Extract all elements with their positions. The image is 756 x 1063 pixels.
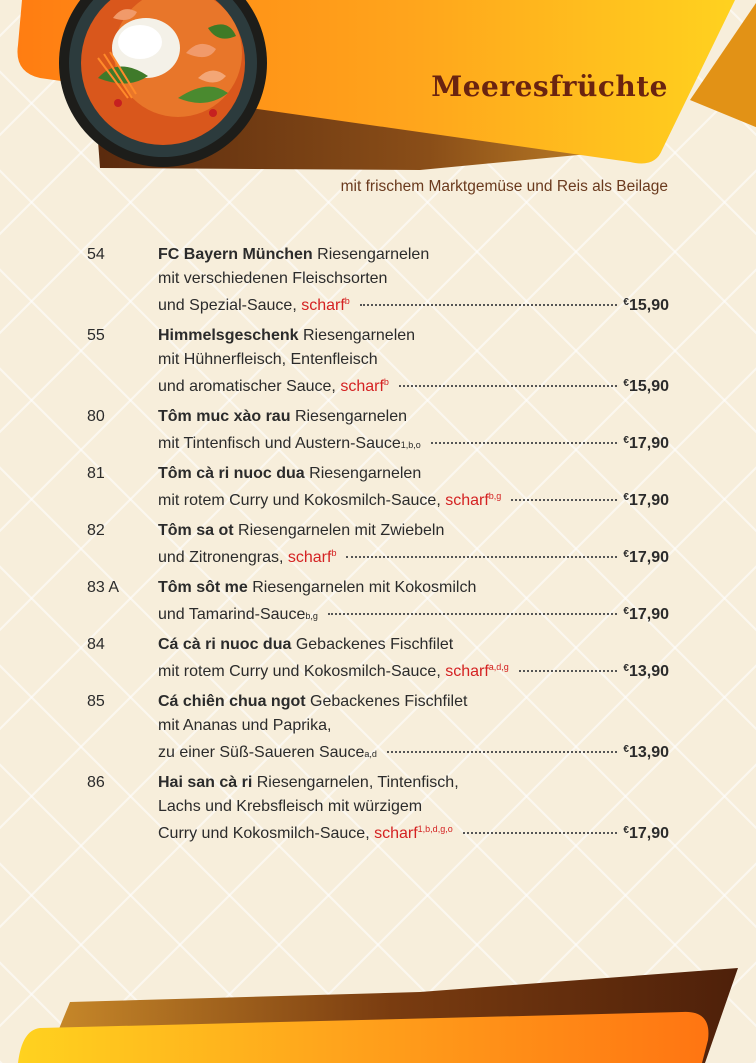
dot-leader — [399, 385, 617, 387]
item-number: 80 — [87, 408, 105, 425]
currency-symbol: € — [623, 435, 629, 446]
item-description-line: mit Hühnerfleisch, Entenfleisch — [158, 351, 378, 368]
item-description-last: und Zitronengras, — [158, 549, 284, 566]
item-title-line — [158, 324, 669, 348]
item-number: 86 — [87, 774, 105, 791]
dot-leader — [511, 499, 617, 501]
item-title-line — [158, 519, 669, 543]
page-title: Meeresfrüchte — [431, 70, 668, 103]
spicy-label: scharf$^b$ — [340, 377, 389, 395]
footer-banner — [0, 960, 756, 1063]
item-number: 83 A — [87, 579, 120, 596]
menu-item — [87, 405, 669, 456]
currency-symbol: € — [623, 549, 629, 560]
item-price-line — [158, 819, 669, 846]
menu-list — [87, 243, 669, 852]
currency-symbol: € — [623, 492, 629, 503]
page-subtitle: mit frischem Marktgemüse und Reis als Beilage — [340, 178, 668, 195]
item-price-line: zu einer Süß-Saueren Sauce a,d €13,90 — [158, 738, 669, 765]
item-description-last: und Tamarind-Sauce — [158, 606, 306, 623]
dot-leader — [328, 613, 618, 615]
item-title-line — [158, 462, 669, 486]
item-price: €13,90 — [623, 663, 669, 680]
item-title-line — [158, 243, 669, 267]
menu-item — [87, 324, 669, 399]
item-name: FC Bayern München — [158, 246, 313, 263]
item-price: €15,90 — [623, 297, 669, 314]
currency-symbol: € — [623, 825, 629, 836]
item-number: 55 — [87, 327, 105, 344]
menu-item — [87, 576, 669, 627]
menu-item — [87, 771, 669, 846]
currency-symbol: € — [623, 606, 629, 617]
item-description: Riesengarnelen mit Kokosmilch — [252, 579, 477, 596]
spicy-label: scharf$^{b,g}$ — [445, 491, 502, 509]
item-body — [158, 462, 669, 513]
item-title-line — [158, 690, 669, 714]
item-title-line — [158, 576, 669, 600]
currency-symbol: € — [623, 744, 629, 755]
item-price: €17,90 — [623, 606, 669, 623]
item-description: Gebackenes Fischfilet — [295, 636, 454, 653]
spicy-label: scharf$^{1,b,d,g,o}$ — [374, 824, 453, 842]
spicy-label: scharf$^b$ — [301, 296, 350, 314]
item-price: €13,90 — [623, 744, 669, 761]
item-description-last: und aromatischer Sauce, — [158, 378, 336, 395]
item-body — [158, 690, 669, 765]
item-name: Hai san cà ri — [158, 774, 253, 791]
item-body — [158, 576, 669, 627]
item-description: Riesengarnelen, Tintenfisch, — [256, 774, 459, 791]
item-description-line: mit verschiedenen Fleischsorten — [158, 270, 388, 287]
allergen-codes: 1,b,d,g,o — [417, 824, 453, 834]
item-body — [158, 405, 669, 456]
item-price-line — [158, 372, 669, 399]
item-description-last: mit Tintenfisch und Austern-Sauce — [158, 435, 401, 452]
item-price-line: und Tamarind-Sauce b,g €17,90 — [158, 600, 669, 627]
currency-symbol: € — [623, 663, 629, 674]
item-number: 54 — [87, 246, 105, 263]
allergen-codes: b — [344, 296, 350, 306]
item-name: Cá cà ri nuoc dua — [158, 636, 292, 653]
currency-symbol: € — [623, 378, 629, 389]
item-description-last: Curry und Kokosmilch-Sauce, — [158, 825, 370, 842]
item-description-last: mit rotem Curry und Kokosmilch-Sauce, — [158, 663, 441, 680]
item-description-line: mit Ananas und Paprika, — [158, 717, 332, 734]
item-number: 81 — [87, 465, 105, 482]
item-price: €17,90 — [623, 435, 669, 452]
item-description: Riesengarnelen — [302, 327, 416, 344]
currency-symbol: € — [623, 297, 629, 308]
item-description: Riesengarnelen — [309, 465, 422, 482]
item-name: Tôm sa ot — [158, 522, 234, 539]
dot-leader — [463, 832, 618, 834]
item-body — [158, 519, 669, 570]
item-price-line — [158, 486, 669, 513]
item-price-line — [158, 657, 669, 684]
item-number: 84 — [87, 636, 105, 653]
item-title-line — [158, 771, 669, 795]
item-price: €17,90 — [623, 549, 669, 566]
spicy-label: scharf$^b$ — [287, 548, 337, 566]
item-price: €17,90 — [623, 825, 669, 842]
allergen-codes: b,g — [488, 491, 502, 501]
allergen-codes: b — [383, 377, 389, 387]
item-name: Himmelsgeschenk — [158, 327, 299, 344]
item-description-last: mit rotem Curry und Kokosmilch-Sauce, — [158, 492, 441, 509]
item-body — [158, 243, 669, 318]
item-description: Riesengarnelen mit Zwiebeln — [238, 522, 445, 539]
dish-photo — [58, 0, 268, 168]
item-description: Riesengarnelen — [294, 408, 408, 425]
menu-item — [87, 462, 669, 513]
item-description-last: zu einer Süß-Saueren Sauce — [158, 744, 365, 761]
item-description-line: Lachs und Krebsfleisch mit würzigem — [158, 798, 423, 815]
dot-leader — [431, 442, 618, 444]
dot-leader — [360, 304, 618, 306]
item-price: €15,90 — [623, 378, 669, 395]
item-name: Cá chiên chua ngot — [158, 693, 306, 710]
allergen-codes: a,d,g — [488, 662, 509, 672]
item-number: 85 — [87, 693, 105, 710]
item-description: Riesengarnelen — [317, 246, 430, 263]
item-number: 82 — [87, 522, 105, 539]
item-name: Tôm sôt me — [158, 579, 248, 596]
item-title-line — [158, 405, 669, 429]
item-body — [158, 324, 669, 399]
item-price-line — [158, 543, 669, 570]
item-price: €17,90 — [623, 492, 669, 509]
item-title-line — [158, 633, 669, 657]
menu-item — [87, 243, 669, 318]
item-description-last: und Spezial-Sauce, — [158, 297, 297, 314]
item-body — [158, 633, 669, 684]
dot-leader — [519, 670, 618, 672]
dot-leader — [346, 556, 617, 558]
item-name: Tôm muc xào rau — [158, 408, 291, 425]
spicy-label: scharf$^{a,d,g}$ — [445, 662, 509, 680]
menu-item — [87, 633, 669, 684]
menu-item — [87, 519, 669, 570]
menu-item — [87, 690, 669, 765]
item-price-line — [158, 291, 669, 318]
item-price-line: mit Tintenfisch und Austern-Sauce 1,b,o €17,90 — [158, 429, 669, 456]
item-description: Gebackenes Fischfilet — [310, 693, 468, 710]
item-body — [158, 771, 669, 846]
allergen-codes: b — [331, 548, 337, 558]
item-name: Tôm cà ri nuoc dua — [158, 465, 305, 482]
dot-leader — [387, 751, 618, 753]
